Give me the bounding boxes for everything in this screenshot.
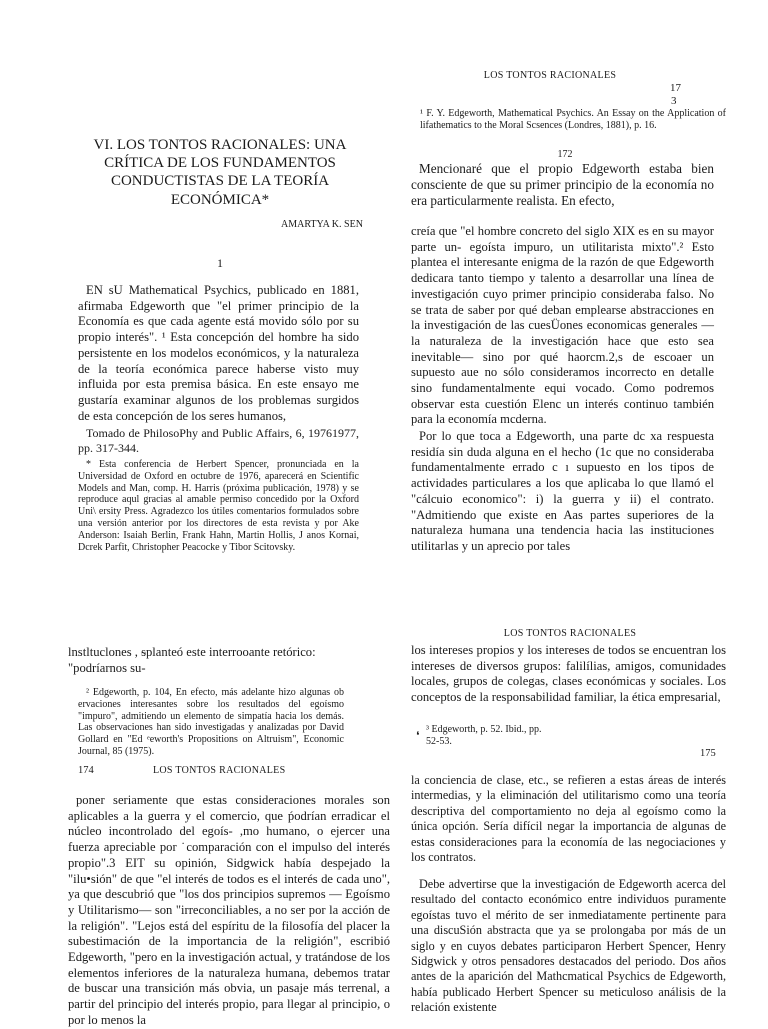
running-header: LOS TONTOS RACIONALES xyxy=(503,628,637,639)
body-paragraph: Mencionaré que el propio Edgeworth estaba bien consciente de que su primer principio de la economía no era particularmente realista. En efecto, xyxy=(411,161,714,208)
body-paragraph: los intereses propios y los intereses de todos se encuentran los intereses de diversos grupos: falilílias, amigos, comunidades locales, grupos de colegas, clases económicas y sociales. Los conceptos de la responsabilidad familiar, la ética empresarial, xyxy=(411,643,726,705)
body-paragraph: creía que "el hombre concreto del siglo XIX es en su mayor parte un- egoísta impuro, un utilitarista mixto".² Esto plantea el interesante enigma de la razón de que Edgeworth dedicara tanto tiempo y talento a desarrollar una línea de investigación cuyo primer principio consideraba falso. No se trata de saber por qué deban emplearse abstracciones en la investigación de las cuesÜones economicas generales —la naturaleza de la investigación hace que esto sea inevitable— sino por qué haorcm.2,s de escoaer un supuesto aue no sólo consideramos incorrecto en detalle sino fundamentalmente equi vocado. Como podremos observar esta cuestión Elenc un interés continuo también para la economía mcderna. xyxy=(411,224,714,427)
body-paragraph: la conciencia de clase, etc., se refieren a estas áreas de interés intermedias, y la eliminación del utilitarismo como una teoría descriptiva del comportamiento no deja al egoísmo como la única opción. Sería difícil negar la importancia de algunas de estas consideraciones para la economía de las negociaciones y los contratos. xyxy=(411,773,726,865)
footnote: ³ Edgeworth, p. 52. Ibid., pp. 52-53. xyxy=(426,724,542,747)
body-paragraph: lnstltuclones , ᵴplanteó este interrooante retórico: "podríarnos su- xyxy=(68,645,316,675)
page-number: 3 xyxy=(671,95,677,107)
footnote: ¹ F. Y. Edgeworth, Mathematical Psychics. An Essay on the Application of lifathematics to the Moral Scsences (Londres, 1881), p. 16. xyxy=(420,108,726,131)
page-number: 172 xyxy=(557,149,573,160)
footnote: * Esta conferencia de Herbert Spencer, pronunciada en la Universidad de Oxford en octubre de 1976, aparecerá en Scientific Models and Man, comp. H. Harris (próxima publicación, 1978) y se reproduce aqul gracias al amable permiso concedido por la Oxford Uni\ ersity Press. Agradezco los útiles comentarios formulados sobre una versión anterior por los directores de esta revista y por Ake Anderson: Isaiah Berlin, Frank Hahn, Martin Hollis, J anos Kornai, Dcrek Parfit, Christopher Peacocke y Tibor Scitovsky. xyxy=(78,459,359,553)
body-paragraph: EN sU Mathematical Psychics, publicado en 1881, afirmaba Edgeworth que "el primer principio de la Economía es que cada agente está movido sólo por su propio interés". ¹ Esta concepción del hombre ha sido persistente en los modelos económicos, y la naturaleza de la teoría económica parece haberse visto muy influida por esta premisa básica. En este ensayo me gustaría examinar algunos de los problemas surgidos de esta concepción de los seres humanos, xyxy=(78,283,359,423)
body-paragraph: poner seriamente que estas consideraciones morales son aplicables a la guerra y el comercio, que ṕodrían erradicar el núcleo incontrolado del egoís- ,mo humano, o ejercer una fuerza apreciable por ˙comparación con el impulso del interés propio".3 EIT su opinión, Sidgwick había despejado la "ilu•sión" de que "el interés de todos es el interés de cada uno", ya que descubrió que "los dos principios supremos — Egoísmo y Utilitarismo— son "irreconciliables, a no ser por la acción de la religión". "Lejos está del espíritu de la filosofía del placer la subestimación de la importancia de la religión", escribió Edgeworth, "pero en la investigación actual, y tratándose de los elementos inferiores de la naturaleza humana, debemos tratar de buscar una transición más obvia, un pasaje más terrenal, a partir del principio del interés propio, para llegar al principio, o por lo menos la xyxy=(68,793,390,1027)
page-number: 17 xyxy=(670,82,681,94)
section-number: 1 xyxy=(217,256,223,270)
body-paragraph: Debe advertirse que la investigación de Edgeworth acerca del resultado del contacto económico entre individuos puramente egoístas tuvo el mérito de ser inmediatamente pertinente para una discuSión abstracta que ya se prolongaba por más de un siglo y en cuyos debates participaron Herbert Spencer, Henry Sidgwick y otros pensadores destacados del periodo. Dos años antes de la aparición del Mathcmatical Psychics de Edgeworth, había publicado Herbert Spencer su meticuloso análisis de la relación existente xyxy=(411,877,726,1015)
author: AMARTYA K. SEN xyxy=(281,219,363,230)
source-note: Tomado de PhilosoPhy and Public Affairs, 6, 19761977, pp. 317-344. xyxy=(78,426,359,455)
page-number: 175 xyxy=(700,748,716,759)
chapter-title: VI. LOS TONTOS RACIONALES: UNA CRÍTICA DE LOS FUNDAMENTOS CONDUCTISTAS DE LA TEORÍA ECONÓMICA* xyxy=(93,137,347,208)
running-header: LOS TONTOS RACIONALES xyxy=(483,70,617,81)
running-header: LOS TONTOS RACIONALES xyxy=(153,765,286,776)
footnote: ² Edgeworth, p. 104, En efecto, más adelante hizo algunas ob ervaciones interesantes sobre los resultados del egoísmo "impuro", admitiendo un elemento de simpatía hacia los demás. Las observaciones han sido investigadas y analizadas por David Gollard en "Ed ᵉeworth's Propositions on Altruism", Economic Journal, 85 (1975). xyxy=(78,687,344,757)
page-number: 174 xyxy=(78,765,94,776)
body-paragraph: Por lo que toca a Edgeworth, una parte dc xa respuesta residía sin duda alguna en el hecho (1c que no consideraba fundamentalmente errado c ı supuesto en los tipos de actividades particulares a los que aplicaba lo que llamó el "cálcuio economico": i) la guerra y ii) el contrato. "Admitiendo que existe en Aas partes superiores de la naturaleza humana una tendencia hacia las instituciones utilitarlas y un aprecio por tales xyxy=(411,429,714,553)
footnote-mark: ❛ xyxy=(416,730,420,742)
